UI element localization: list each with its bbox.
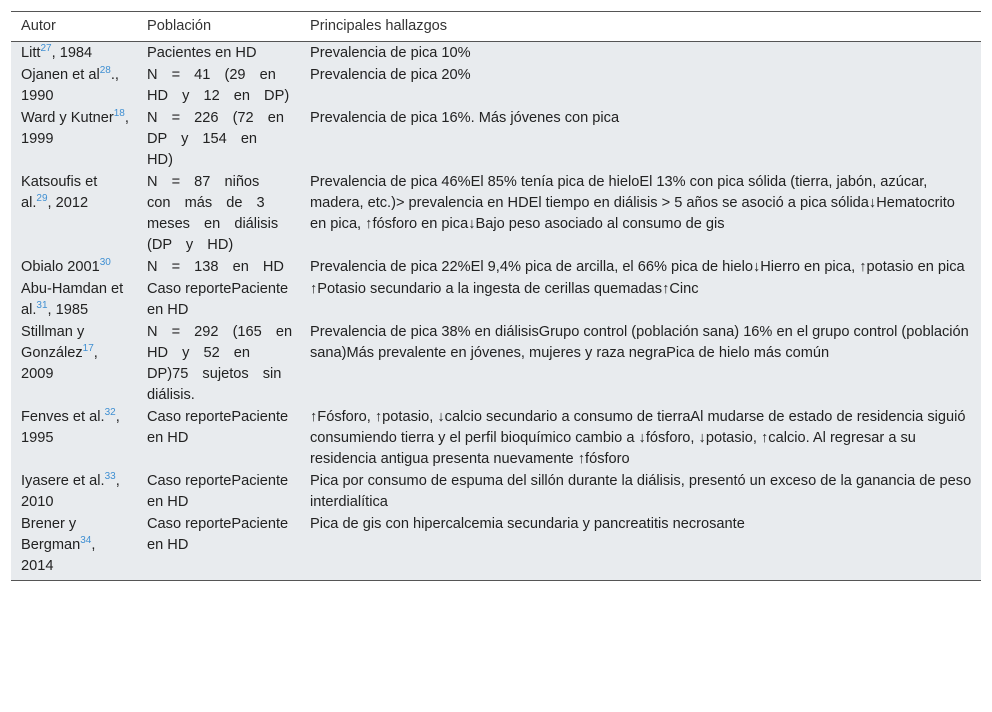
author-year: , 2014 [21, 537, 96, 574]
population-cell: Caso reportePaciente en HD [137, 513, 300, 581]
author-year: , 1985 [47, 302, 89, 318]
author-name: Abu-Hamdan et al. [21, 281, 124, 318]
author-year: , 1995 [21, 409, 120, 446]
reference-link[interactable]: 34 [80, 535, 92, 547]
author-name: Katsoufis et al. [21, 174, 98, 211]
findings-cell: Prevalencia de pica 20% [310, 67, 471, 83]
author-name: Fenves et al. [21, 409, 105, 425]
findings-cell: Prevalencia de pica 10% [310, 45, 471, 61]
table-row [11, 513, 981, 581]
author-name: Litt [21, 45, 41, 61]
table-row [11, 321, 981, 406]
reference-link[interactable]: 33 [104, 471, 116, 483]
table-row [11, 470, 981, 513]
author-name: Obialo 2001 [21, 259, 100, 275]
population-cell: N = 87 niños con más de 3 meses en diálisis (DP y HD) [147, 174, 279, 253]
author-cell [11, 513, 137, 581]
author-name: Ward y Kutner [21, 110, 114, 126]
findings-cell: ↑Fósforo, ↑potasio, ↓calcio secundario a consumo de tierraAl mudarse de estado de residencia siguió consumiendo tierra y el perfil bioquímico cambio a ↓fósforo, ↓potasio, ↑calcio. Al regresar a su residencia antigua presenta nuevamente ↑fósforo [310, 409, 966, 467]
table-body [11, 42, 981, 581]
author-year: , 1984 [51, 45, 93, 61]
author-year: , 2009 [21, 345, 98, 382]
population-cell: N = 226 (72 en DP y 154 en HD) [147, 110, 284, 168]
author-name: Stillman y González [21, 324, 85, 361]
findings-cell: Pica por consumo de espuma del sillón durante la diálisis, presentó un exceso de la ganancia de peso interdialítica [310, 473, 972, 510]
author-name: Iyasere et al. [21, 473, 105, 489]
table-row [11, 64, 981, 107]
author-cell [11, 64, 137, 107]
author-year: , 2010 [21, 473, 120, 510]
table-row [11, 171, 981, 256]
findings-cell: Pica de gis con hipercalcemia secundaria y pancreatitis necrosante [300, 513, 981, 581]
population-cell: Caso reportePaciente en HD [147, 281, 289, 318]
reference-link[interactable]: 29 [36, 193, 48, 205]
findings-cell: ↑Potasio secundario a la ingesta de cerillas quemadas↑Cinc [310, 281, 699, 297]
population-cell: Caso reportePaciente en HD [147, 473, 289, 510]
findings-cell: Prevalencia de pica 16%. Más jóvenes con pica [310, 110, 620, 126]
reference-link[interactable]: 27 [40, 43, 52, 55]
pica-studies-table-container [11, 11, 981, 581]
author-cell [11, 321, 137, 406]
author-year: ., 1990 [21, 67, 119, 104]
reference-link[interactable]: 18 [113, 108, 125, 120]
table-header [11, 12, 981, 42]
population-cell: N = 41 (29 en HD y 12 en DP) [147, 67, 290, 104]
header-row [11, 12, 981, 42]
findings-cell: Prevalencia de pica 38% en diálisisGrupo control (población sana) 16% en el grupo control (población sana)Más prevalente en jóvenes, mujeres y raza negraPica de hielo más común [310, 324, 969, 361]
table-row [11, 406, 981, 470]
header-author: Autor [11, 12, 137, 42]
author-cell [11, 171, 137, 256]
reference-link[interactable]: 30 [99, 257, 111, 269]
pica-studies-table [11, 11, 981, 581]
table-row [11, 256, 981, 278]
population-cell: N = 138 en HD [147, 259, 284, 275]
population-cell: Caso reportePaciente en HD [147, 409, 289, 446]
population-cell: N = 292 (165 en HD y 52 en DP)75 sujetos sin diálisis. [147, 324, 293, 403]
author-year: , 2012 [47, 195, 89, 211]
author-name: Ojanen et al [21, 67, 100, 83]
table-row [11, 107, 981, 171]
population-cell: Pacientes en HD [147, 45, 257, 61]
author-cell [11, 107, 137, 171]
author-cell [11, 42, 137, 65]
author-cell [11, 256, 137, 278]
table-row [11, 278, 981, 321]
reference-link[interactable]: 17 [82, 343, 94, 355]
author-cell [11, 278, 137, 321]
header-population: Población [137, 12, 300, 42]
reference-link[interactable]: 31 [36, 300, 48, 312]
author-cell [11, 470, 137, 513]
table-row [11, 42, 981, 65]
reference-link[interactable]: 28 [99, 65, 111, 77]
author-name: Brener y Bergman [21, 516, 81, 553]
author-year: , 1999 [21, 110, 129, 147]
header-findings: Principales hallazgos [300, 12, 981, 42]
findings-cell: Prevalencia de pica 22%El 9,4% pica de arcilla, el 66% pica de hielo↓Hierro en pica, ↑potasio en pica [310, 259, 965, 275]
author-cell [11, 406, 137, 470]
findings-cell: Prevalencia de pica 46%El 85% tenía pica de hieloEl 13% con pica sólida (tierra, jabón, azúcar, madera, etc.)> prevalencia en HDEl tiempo en diálisis > 5 años se asoció a pica sólida↓Hematocrito en pica, ↑fósforo en pica↓Bajo peso asociado al consumo de gis [310, 174, 955, 232]
reference-link[interactable]: 32 [104, 407, 116, 419]
